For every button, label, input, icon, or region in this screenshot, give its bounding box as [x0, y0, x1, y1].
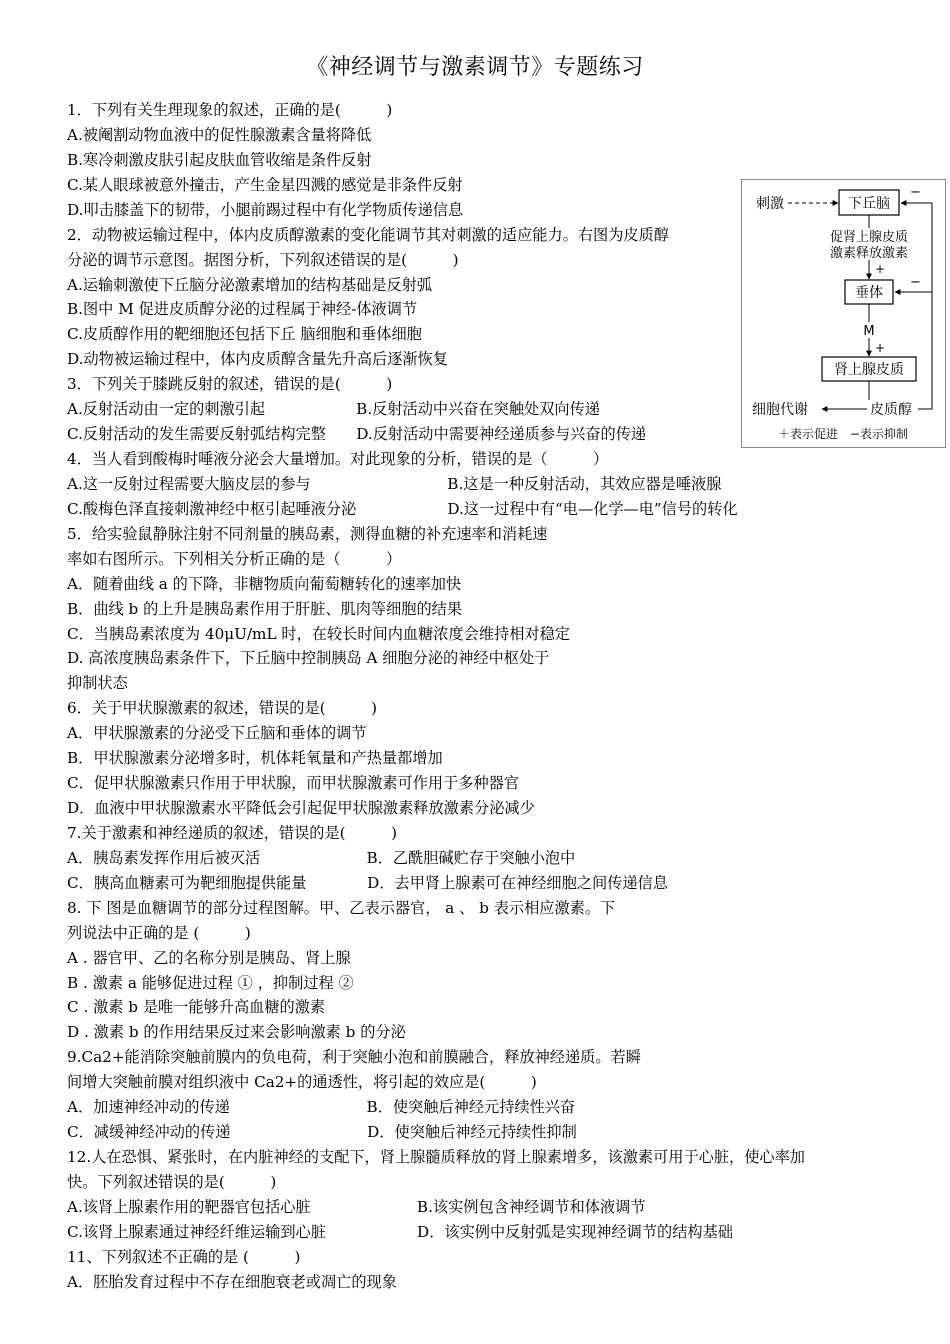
text-line: 2．动物被运输过程中，体内皮质醇激素的变化能调节其对刺激的适应能力。右图为皮质醇 [67, 225, 669, 244]
text-line: 8. 下 图是血糖调节的部分过程图解。甲、乙表示器官， a 、 b 表示相应激素。下 [67, 898, 616, 917]
text-line: 分泌的调节示意图。据图分析，下列叙述错误的是( ) [67, 250, 459, 269]
text-line: B．甲状腺激素分泌增多时，机体耗氧量和产热量都增加 [67, 749, 443, 768]
stimulus-label: 刺激 [756, 196, 784, 212]
text-line: 列说法中正确的是 ( ) [67, 923, 251, 942]
text-line: B．曲线 b 的上升是胰岛素作用于肝脏、肌肉等细胞的结果 [67, 599, 463, 618]
text-line: B.寒冷刺激皮肤引起皮肤血管收缩是条件反射 [67, 150, 372, 169]
text-line: C．当胰岛素浓度为 40μU/mL 时，在较长时间内血糖浓度会维持相对稳定 [67, 624, 570, 643]
plus-sign-1: + [875, 262, 886, 276]
text-line: D．血液中甲状腺激素水平降低会引起促甲状腺激素释放激素分泌减少 [67, 799, 535, 818]
text-line: 5．给实验鼠静脉注射不同剂量的胰岛素，测得血糖的补充速率和消耗速 [67, 524, 548, 543]
minus-sign-2: − [910, 275, 921, 290]
text-line: 抑制状态 [67, 674, 128, 693]
text-line: A．随着曲线 a 的下降，非糖物质向葡萄糖转化的速率加快 [67, 574, 462, 593]
crh-label-2: 激素释放激素 [829, 246, 909, 261]
text-line: C.该肾上腺素通过神经纤维运输到心脏 D．该实例中反射弧是实现神经调节的结构基础 [67, 1222, 733, 1241]
text-line: A．加速神经冲动的传递 B．使突触后神经元持续性兴奋 [67, 1098, 576, 1117]
text-line: 间增大突触前膜对组织液中 Ca2+的通透性，将引起的效应是( ) [67, 1073, 537, 1092]
pituitary-label: 垂体 [855, 285, 883, 301]
text-line: A.该肾上腺素作用的靶器官包括心脏 B.该实例包含神经调节和体液调节 [67, 1197, 646, 1216]
diagram-legend: ＋表示促进 −表示抑制 [777, 427, 909, 441]
text-line: D . 激素 b 的作用结果反过来会影响激素 b 的分泌 [67, 1023, 406, 1042]
text-line: D. 高浓度胰岛素条件下，下丘脑中控制胰岛 A 细胞分泌的神经中枢处于 [67, 649, 550, 668]
text-line: A . 器官甲、乙的名称分别是胰岛、肾上腺 [67, 948, 351, 967]
text-line: 9.Ca2+能消除突触前膜内的负电荷，利于突触小泡和前膜融合，释放神经递质。若瞬 [67, 1048, 641, 1067]
text-line: 7.关于激素和神经递质的叙述，错误的是( ) [67, 823, 398, 842]
text-line: C．减缓神经冲动的传递 D．使突触后神经元持续性抑制 [67, 1123, 577, 1142]
text-line: A．胚胎发育过程中不存在细胞衰老或凋亡的现象 [67, 1272, 397, 1291]
text-line: A.这一反射过程需要大脑皮层的参与 B.这是一种反射活动，其效应器是唾液腺 [67, 474, 722, 493]
m-label: M [863, 324, 875, 339]
text-line: 6．关于甲状腺激素的叙述，错误的是( ) [67, 699, 378, 718]
text-line: A.被阉割动物血液中的促性腺激素含量将降低 [67, 125, 372, 144]
text-line: B.图中 M 促进皮质醇分泌的过程属于神经-体液调节 [67, 300, 418, 319]
crh-label-1: 促肾上腺皮质 [829, 230, 909, 245]
text-line: B . 激素 a 能够促进过程 ① ，抑制过程 ② [67, 973, 354, 992]
cortisol-regulation-diagram [741, 179, 946, 448]
text-line: D.叩击膝盖下的韧带，小腿前踢过程中有化学物质传递信息 [67, 200, 464, 219]
text-line: 1．下列有关生理现象的叙述，正确的是( ) [67, 101, 393, 119]
text-line: 11、下列叙述不正确的是 ( ) [67, 1247, 301, 1266]
text-line: 3．下列关于膝跳反射的叙述，错误的是( ) [67, 375, 393, 394]
minus-sign-1: − [910, 185, 921, 200]
text-line: C . 激素 b 是唯一能够升高血糖的激素 [67, 998, 326, 1017]
cortisol-label: 皮质醇 [870, 402, 912, 418]
hypothalamus-label: 下丘脑 [848, 196, 890, 212]
text-line: D.动物被运输过程中，体内皮质醇含量先升高后逐渐恢复 [67, 350, 448, 369]
text-line: A.运输刺激使下丘脑分泌激素增加的结构基础是反射弧 [67, 275, 433, 294]
text-line: C.酸梅色泽直接刺激神经中枢引起唾液分泌 D.这一过程中有“电—化学—电”信号的转化 [67, 499, 738, 518]
text-line: 4．当人看到酸梅时唾液分泌会大量增加。对此现象的分析，错误的是（ ） [67, 450, 609, 469]
text-line: A．甲状腺激素的分泌受下丘脑和垂体的调节 [67, 724, 367, 743]
diagram-svg [742, 180, 945, 447]
page-title: 《神经调节与激素调节》专题练习 [306, 55, 644, 80]
text-line: 12.人在恐惧、紧张时，在内脏神经的支配下，肾上腺髓质释放的肾上腺素增多，该激素可用于心脏，使心率加 [67, 1148, 805, 1167]
text-line: C．胰高血糖素可为靶细胞提供能量 D．去甲肾上腺素可在神经细胞之间传递信息 [67, 873, 668, 892]
plus-sign-2: + [875, 341, 886, 355]
text-line: 率如右图所示。下列相关分析正确的是（ ） [67, 549, 402, 568]
text-line: C.某人眼球被意外撞击，产生金星四溅的感觉是非条件反射 [67, 175, 463, 194]
text-line: C．促甲状腺激素只作用于甲状腺，而甲状腺激素可作用于多种器官 [67, 774, 520, 793]
text-line: C.皮质醇作用的靶细胞还包括下丘 脑细胞和垂体细胞 [67, 325, 422, 344]
text-line: 快。下列叙述错误的是( ) [67, 1172, 277, 1191]
cell-metabolism-label: 细胞代谢 [752, 402, 808, 418]
text-line: A.反射活动由一定的刺激引起 B.反射活动中兴奋在突触处双向传递 [67, 400, 600, 419]
text-line: C.反射活动的发生需要反射弧结构完整 D.反射活动中需要神经递质参与兴奋的传递 [67, 425, 647, 444]
adrenal-cortex-label: 肾上腺皮质 [834, 362, 904, 378]
text-line: A．胰岛素发挥作用后被灭活 B．乙酰胆碱贮存于突触小泡中 [67, 848, 576, 867]
